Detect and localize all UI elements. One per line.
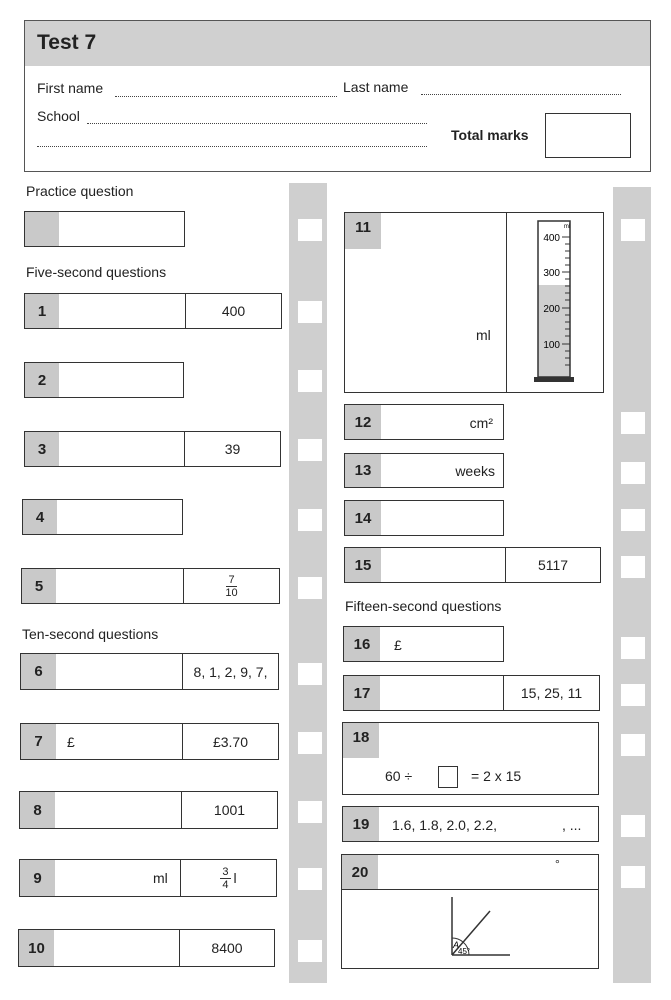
mark-box-18[interactable] [621,734,645,756]
mark-box-11[interactable] [621,219,645,241]
question-number: 8 [20,792,55,828]
mark-box-15[interactable] [621,556,645,578]
question-13-box[interactable] [344,453,504,488]
fraction [220,866,230,891]
fraction-numerator: 7 [228,573,235,586]
section-ten-second: Ten-second questions [22,626,159,642]
mark-box-14[interactable] [621,509,645,531]
cylinder-label-200: 200 [543,304,560,315]
question-14-box[interactable] [344,500,504,536]
question-18-box[interactable] [342,722,599,795]
currency-prefix: £ [394,637,402,653]
fraction-unit: l [233,870,237,886]
question-17-answer: 15, 25, 11 [503,676,599,710]
question-number: 6 [21,654,56,689]
last-name-label: Last name [343,79,409,95]
question-number: 17 [344,676,380,710]
question-10-box[interactable] [18,929,275,967]
angle-label-a: A [453,940,460,950]
mark-box-6[interactable] [298,663,322,685]
equation-left: 60 ÷ [385,768,413,784]
question-number: 19 [343,807,379,841]
mark-box-10[interactable] [298,940,322,962]
right-mark-strip [613,187,651,983]
question-7-answer: £3.70 [182,724,278,759]
section-fifteen-second: Fifteen-second questions [345,598,502,614]
practice-number-cell [25,212,59,246]
school-field[interactable] [87,123,427,124]
measuring-cylinder-icon [507,213,603,391]
page-title: Test 7 [37,31,97,54]
angle-value: 45° [458,947,471,956]
header-box [24,20,651,172]
question-number: 7 [21,724,56,759]
question-4-box[interactable] [22,499,183,535]
mark-box-17[interactable] [621,684,645,706]
question-17-box[interactable] [343,675,600,711]
cylinder-label-300: 300 [543,268,560,279]
cylinder-unit: ml [563,224,571,230]
question-15-answer: 5117 [505,548,600,582]
mark-box-3[interactable] [298,439,322,461]
section-five-second: Five-second questions [26,264,167,280]
section-practice: Practice question [26,183,134,199]
question-19-box[interactable] [342,806,599,842]
currency-prefix: £ [67,734,75,750]
question-8-box[interactable] [19,791,278,829]
question-3-box[interactable] [24,431,281,467]
question-number: 13 [345,454,381,487]
total-marks-box[interactable] [545,113,631,158]
question-number: 12 [345,405,381,439]
unit-label: weeks [455,463,495,479]
question-number: 1 [25,294,59,328]
question-1-answer: 400 [185,294,281,328]
angle-diagram [432,895,522,961]
sequence-ending: , ... [562,817,582,833]
question-2-box[interactable] [24,362,184,398]
question-number: 18 [343,723,379,758]
cylinder-label-400: 400 [543,233,560,244]
mark-box-9[interactable] [298,868,322,890]
question-number: 5 [22,569,56,603]
question-number: 15 [345,548,381,582]
mark-box-12[interactable] [621,412,645,434]
sequence-text: 1.6, 1.8, 2.0, 2.2, [392,817,498,833]
unit-label: ml [153,870,168,886]
question-number: 3 [25,432,59,466]
school-label: School [37,108,80,124]
question-number: 4 [23,500,57,534]
question-number: 20 [342,855,378,889]
equation-answer-box[interactable] [438,766,458,788]
degree-unit: ° [555,857,560,871]
question-9-answer [180,860,276,896]
question-5-answer [183,569,279,603]
fraction-numerator: 3 [222,865,229,878]
question-12-box[interactable] [344,404,504,440]
school-field-line2[interactable] [37,146,427,147]
question-7-box[interactable] [20,723,279,760]
answer-divider [342,889,598,890]
practice-question-box[interactable] [24,211,185,247]
measuring-cylinder-panel [506,213,603,392]
mark-box-5[interactable] [298,577,322,599]
mark-box-practice[interactable] [298,219,322,241]
mark-box-19[interactable] [621,815,645,837]
question-number: 14 [345,501,381,535]
question-6-answer: 8, 1, 2, 9, 7, [182,654,278,689]
question-3-answer: 39 [184,432,280,466]
question-number: 10 [19,930,54,966]
question-5-box[interactable] [21,568,280,604]
question-9-box[interactable] [19,859,277,897]
mark-box-2[interactable] [298,370,322,392]
mark-box-20[interactable] [621,866,645,888]
question-16-box[interactable] [343,626,504,662]
question-number: 16 [344,627,380,661]
header-bar [25,21,650,66]
fraction-denominator: 10 [225,586,238,599]
first-name-label: First name [37,80,104,96]
question-8-answer: 1001 [181,792,277,828]
unit-label: ml [476,327,491,343]
equation-right: = 2 x 15 [471,768,522,784]
first-name-field[interactable] [115,96,337,97]
last-name-field[interactable] [421,94,621,95]
question-15-box[interactable] [344,547,601,583]
question-number: 11 [345,213,381,249]
cylinder-label-100: 100 [543,340,560,351]
unit-label: cm² [469,415,493,431]
mark-box-1[interactable] [298,301,322,323]
question-11-box[interactable] [344,212,604,393]
question-1-box[interactable] [24,293,282,329]
question-6-box[interactable] [20,653,279,690]
fraction-denominator: 4 [222,878,229,891]
mark-box-13[interactable] [621,462,645,484]
question-10-answer: 8400 [179,930,274,966]
total-marks-label: Total marks [451,127,529,143]
mark-box-7[interactable] [298,732,322,754]
question-20-box[interactable] [341,854,599,969]
mark-box-4[interactable] [298,509,322,531]
mark-box-16[interactable] [621,637,645,659]
question-number: 2 [25,363,59,397]
fraction [225,574,237,599]
mark-box-8[interactable] [298,801,322,823]
question-number: 9 [20,860,55,896]
